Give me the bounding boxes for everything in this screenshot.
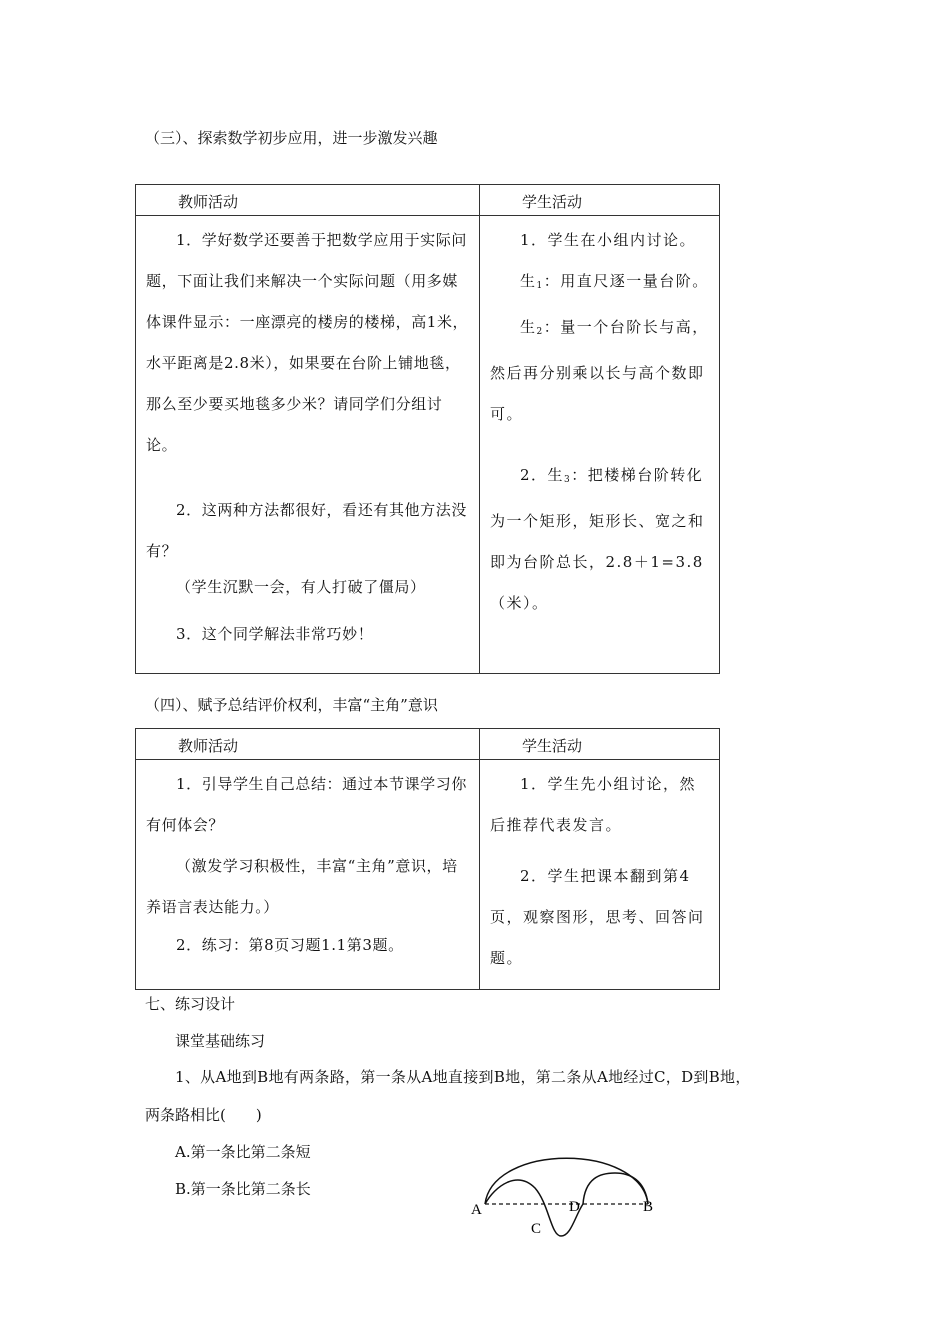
student-label: 2．生 [520, 466, 565, 484]
teacher-activity-header: 教师活动 [178, 737, 239, 755]
label-d: D [569, 1199, 580, 1215]
teacher-item-2: 2．这两种方法都很好，看还有其他方法没有？ [146, 501, 467, 560]
student-label: 生 [520, 272, 537, 290]
student-item-3 [490, 307, 709, 435]
option-b: B.第一条比第二条长 [175, 1180, 311, 1198]
teacher-item-1: 1．引导学生自己总结：通过本节课学习你有何体会？ [146, 775, 467, 834]
teacher-item-3: 3．这个同学解法非常巧妙！ [176, 625, 374, 643]
student-activity-cell [480, 760, 719, 979]
student-item-1: 1．学生在小组内讨论。 [520, 231, 697, 249]
second-road-arc [583, 1173, 648, 1204]
teacher-activity-cell [136, 760, 479, 962]
student-subscript: 3 [564, 475, 572, 485]
label-c: C [531, 1221, 542, 1237]
label-a: A [471, 1202, 482, 1218]
student-item-1: 1．学生先小组讨论，然后推荐代表发言。 [490, 775, 697, 834]
teacher-item-note: （学生沉默一会，有人打破了僵局） [176, 578, 426, 596]
student-activity-cell [480, 216, 719, 624]
student-text: ：量一个台阶长与高，然后再分别乘以长与高个数即可。 [490, 318, 709, 423]
student-item-2: 2．学生把课本翻到第4页，观察图形，思考、回答问题。 [490, 867, 705, 967]
teacher-item-1: 1．学好数学还要善于把数学应用于实际问题，下面让我们来解决一个实际问题（用多媒体课件显示：一座漂亮的楼房的楼梯，高1米，水平距离是2.8米），如果要在台阶上铺地毯，那么至少要买地毯多少米？请同学们分组讨论。 [146, 231, 469, 454]
question-1-line-2: 两条路相比( ) [145, 1106, 262, 1124]
route-diagram [465, 1138, 665, 1248]
teacher-item-2: 2．练习：第8页习题1.1第3题。 [176, 936, 404, 954]
teacher-activity-cell [136, 216, 479, 655]
question-1-line-1: 1、从A地到B地有两条路，第一条从A地直接到B地，第二条从A地经过C，D到B地， [175, 1068, 751, 1086]
student-subscript: 1 [536, 281, 544, 291]
exercise-subheading: 课堂基础练习 [175, 1032, 266, 1050]
student-item-4 [490, 455, 709, 624]
section3-heading: （三）、探索数学初步应用，进一步激发兴趣 [145, 129, 438, 147]
teacher-activity-header: 教师活动 [178, 193, 239, 211]
section4-heading: （四）、赋予总结评价权利，丰富“主角”意识 [145, 696, 438, 714]
student-text: ：用直尺逐一量台阶。 [543, 272, 709, 290]
student-subscript: 2 [536, 327, 544, 337]
section7-heading: 七、练习设计 [145, 995, 236, 1013]
student-text: ：把楼梯台阶转化为一个矩形，矩形长、宽之和即为台阶总长，2.8＋1=3.8（米）。 [490, 466, 705, 612]
option-a: A.第一条比第二条短 [175, 1143, 311, 1161]
label-b: B [643, 1199, 654, 1215]
student-activity-header: 学生活动 [522, 193, 583, 211]
section3-activity-table [135, 184, 720, 674]
student-activity-header: 学生活动 [522, 737, 583, 755]
student-item-2 [490, 261, 709, 307]
section4-activity-table [135, 728, 720, 990]
student-label: 生 [520, 318, 537, 336]
teacher-item-note: （激发学习积极性，丰富“主角”意识，培养语言表达能力。） [146, 857, 458, 916]
